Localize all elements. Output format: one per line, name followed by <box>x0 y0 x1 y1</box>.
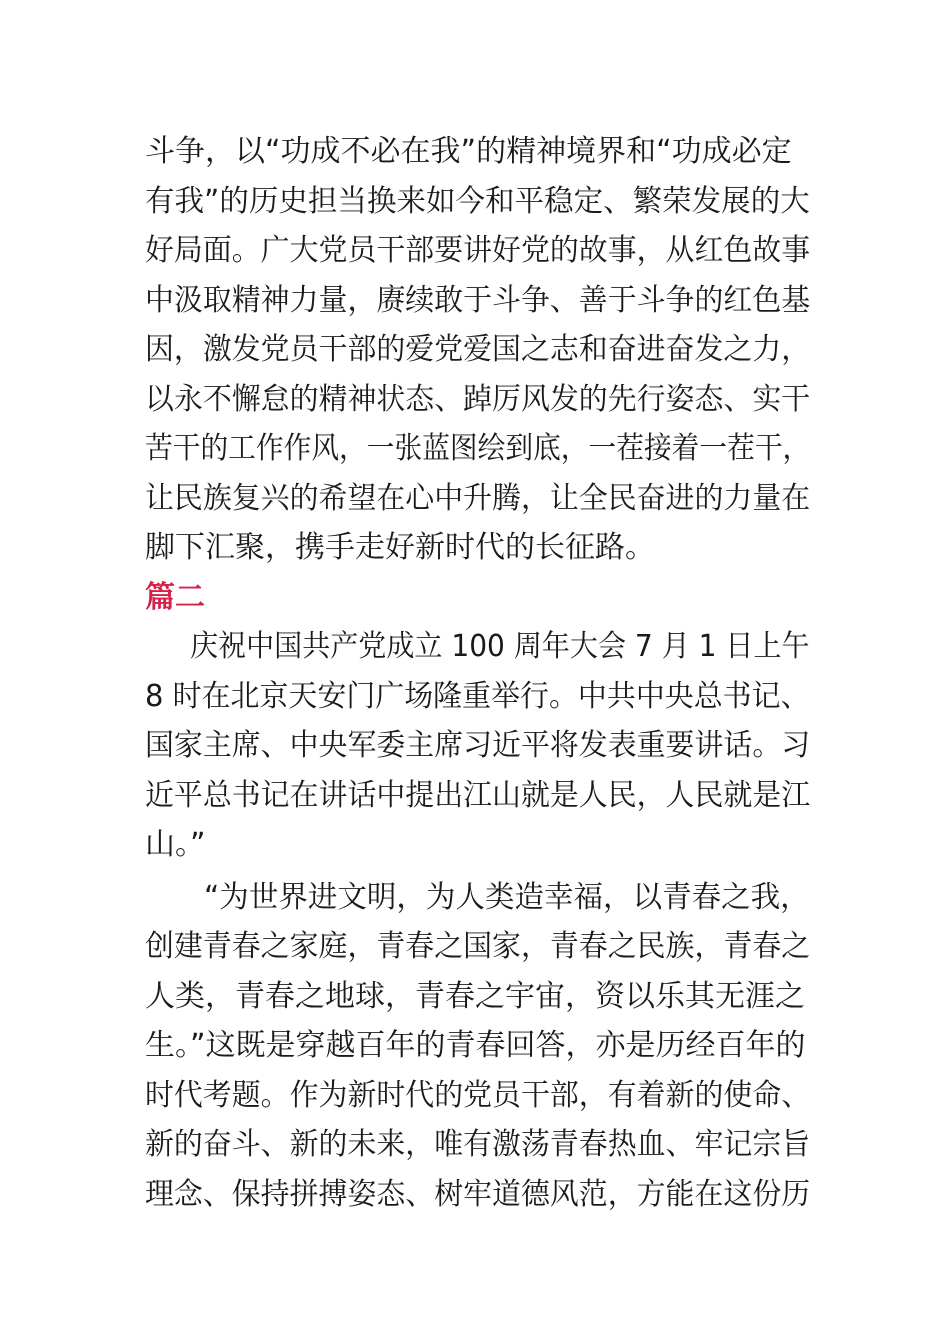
text-line: 山。” <box>145 827 206 862</box>
text-line: 斗争，以“功成不必在我”的精神境界和“功成必定 <box>145 134 792 169</box>
text-line: 让民族复兴的希望在心中升腾，让全民奋进的力量在 <box>145 481 811 516</box>
text-line: “为世界进文明，为人类造幸福，以青春之我， <box>204 880 810 915</box>
text-line: 理念、保持拼搏姿态、树牢道德风范，方能在这份历 <box>145 1177 811 1212</box>
text-line: 好局面。广大党员干部要讲好党的故事，从红色故事 <box>145 233 811 268</box>
text-line: 庆祝中国共产党成立 100 周年大会 7 月 1 日上午 <box>190 629 810 664</box>
text-line: 生。”这既是穿越百年的青春回答，亦是历经百年的 <box>145 1028 806 1063</box>
text-line: 人类，青春之地球，青春之宇宙，资以乐其无涯之 <box>145 979 805 1014</box>
text-line: 国家主席、中央军委主席习近平将发表重要讲话。习 <box>145 728 811 763</box>
text-line: 中汲取精神力量，赓续敢于斗争、善于斗争的红色基 <box>145 283 811 318</box>
section-heading: 篇二 <box>145 580 205 615</box>
text-line: 近平总书记在讲话中提出江山就是人民，人民就是江 <box>145 778 811 813</box>
text-line: 8 时在北京天安门广场隆重举行。中共中央总书记、 <box>145 679 810 714</box>
text-line: 新的奋斗、新的未来，唯有激荡青春热血、牢记宗旨 <box>145 1127 811 1162</box>
text-line: 因，激发党员干部的爱党爱国之志和奋进奋发之力， <box>145 332 811 367</box>
text-line: 创建青春之家庭，青春之国家，青春之民族，青春之 <box>145 929 811 964</box>
text-line: 以永不懈怠的精神状态、踔厉风发的先行姿态、实干 <box>145 382 811 417</box>
text-line: 有我”的历史担当换来如今和平稳定、繁荣发展的大 <box>145 184 810 219</box>
text-line: 脚下汇聚，携手走好新时代的长征路。 <box>145 530 655 565</box>
text-line: 时代考题。作为新时代的党员干部，有着新的使命、 <box>145 1078 811 1113</box>
text-line: 苦干的工作作风，一张蓝图绘到底，一茬接着一茬干， <box>145 431 811 466</box>
